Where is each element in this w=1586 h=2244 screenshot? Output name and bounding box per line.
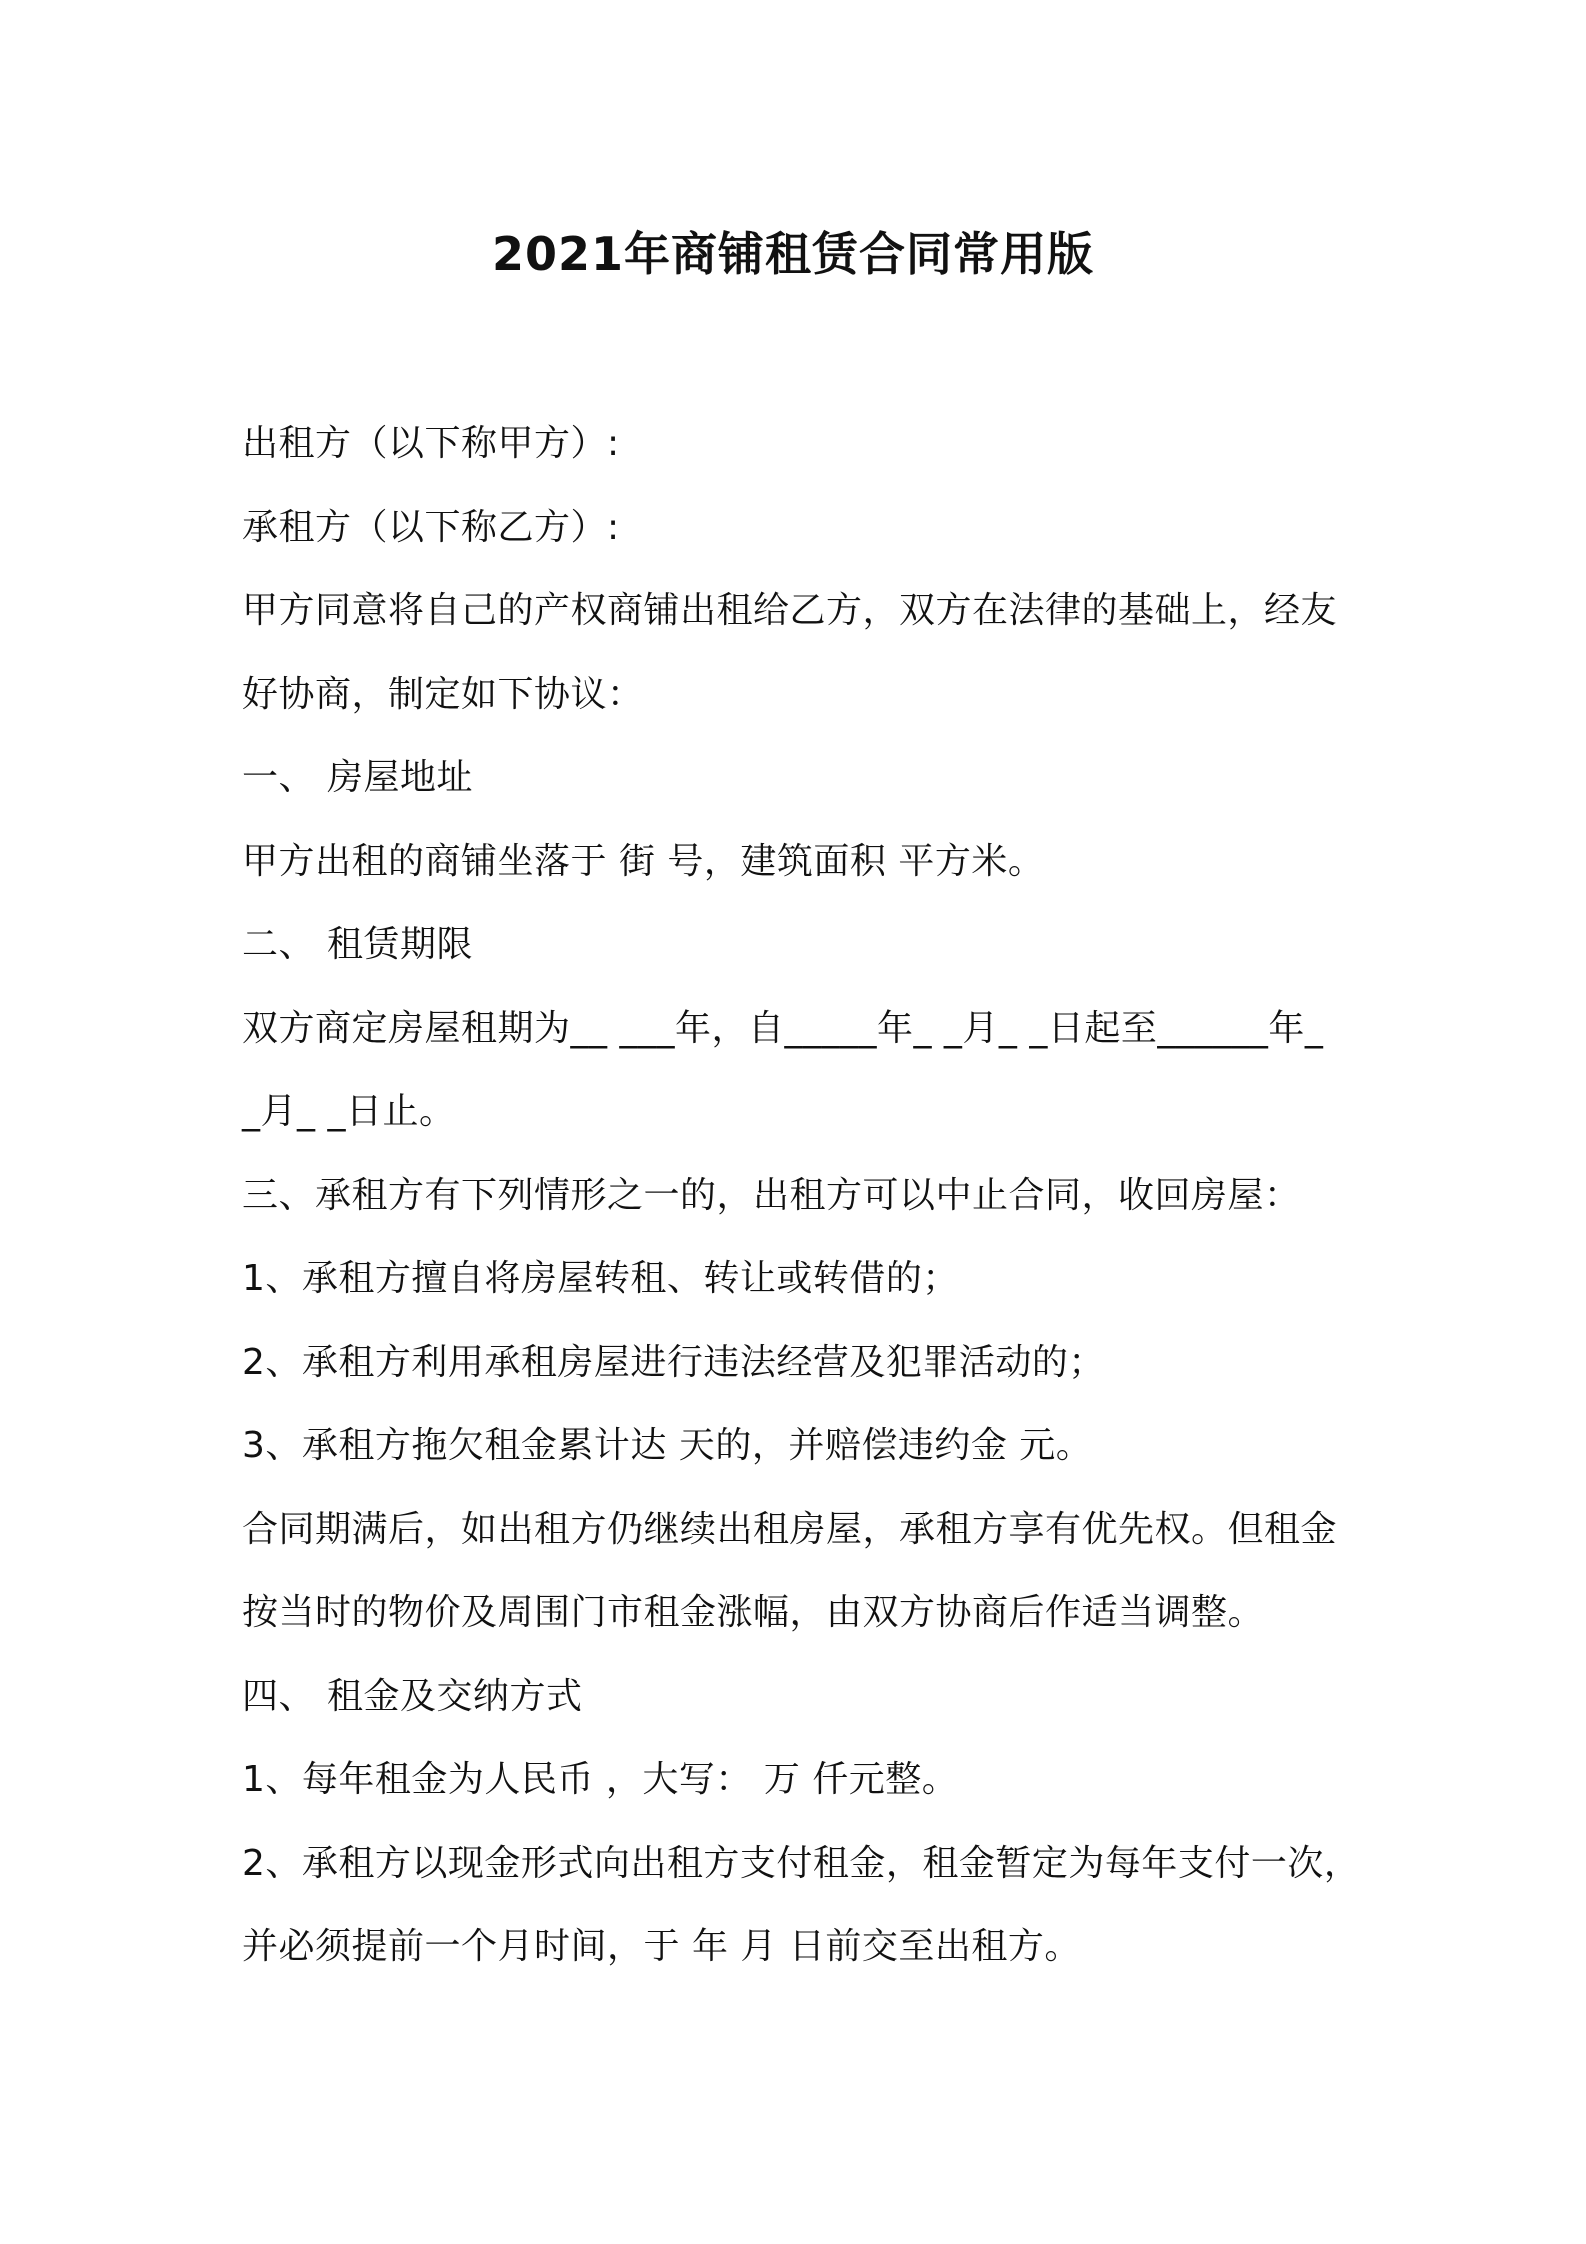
renewal-paragraph-line-1: 合同期满后，如出租方仍继续出租房屋，承租方享有优先权。但租金 — [242, 1508, 1338, 1550]
termination-item-1: 1、承租方擅自将房屋转租、转让或转借的； — [242, 1258, 959, 1299]
term-clause-line-2: _月_ _日止。 — [242, 1091, 456, 1132]
address-clause: 甲方出租的商铺坐落于 街 号，建筑面积 平方米。 — [242, 840, 1045, 882]
lessor-line: 出租方（以下称甲方）: — [242, 423, 620, 464]
intro-paragraph-line-1: 甲方同意将自己的产权商铺出租给乙方，双方在法律的基础上，经友 — [242, 590, 1338, 631]
section-heading-rent: 四、 租金及交纳方式 — [242, 1675, 583, 1717]
section-heading-termination: 三、承租方有下列情形之一的，出租方可以中止合同，收回房屋： — [242, 1174, 1301, 1216]
document-title: 2021年商铺租赁合同常用版 — [491, 227, 1095, 281]
rent-item-2-line-1: 2、承租方以现金形式向出租方支付租金，租金暂定为每年支付一次， — [242, 1842, 1361, 1884]
rent-item-1: 1、每年租金为人民币 ，大写： 万 仟元整。 — [242, 1759, 959, 1800]
intro-paragraph-line-2: 好协商，制定如下协议： — [242, 673, 644, 715]
section-heading-term: 二、 租赁期限 — [242, 924, 473, 965]
renewal-paragraph-line-2: 按当时的物价及周围门市租金涨幅，由双方协商后作适当调整。 — [242, 1592, 1265, 1633]
document-body — [242, 402, 1362, 1989]
section-heading-address: 一、 房屋地址 — [242, 757, 473, 798]
lessee-line: 承租方（以下称乙方）: — [242, 506, 620, 548]
termination-item-3: 3、承租方拖欠租金累计达 天的，并赔偿违约金 元。 — [242, 1425, 1093, 1466]
term-clause-line-1: 双方商定房屋租期为__ ___年，自_____年_ _月_ _日起至______年_ — [242, 1007, 1324, 1049]
termination-item-2: 2、承租方利用承租房屋进行违法经营及犯罪活动的； — [242, 1341, 1105, 1383]
rent-item-2-line-2: 并必须提前一个月时间，于 年 月 日前交至出租方。 — [242, 1926, 1081, 1967]
